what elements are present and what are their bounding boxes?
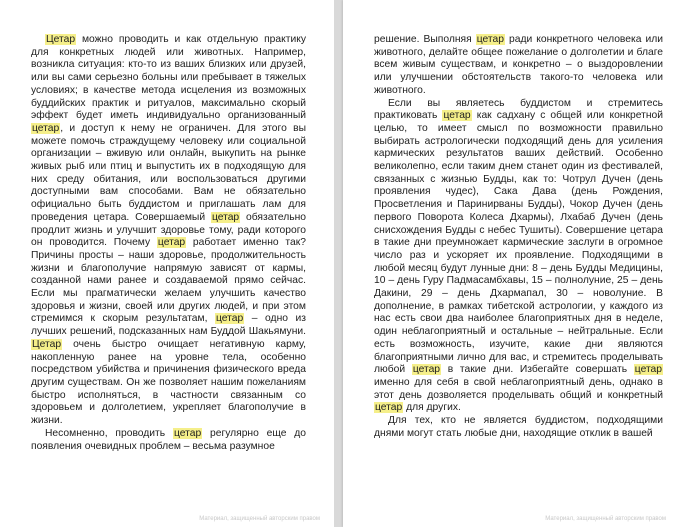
text-run: Для тех, кто не является буддистом, подходящими днями могут стать любые дни, находящие отклик в вашей	[374, 415, 663, 439]
right-page	[343, 0, 680, 527]
left-page-text	[31, 34, 306, 453]
text-run: Несомненно, проводить	[45, 427, 173, 439]
highlighted-term: цетар	[443, 110, 471, 122]
book-gutter	[334, 0, 343, 527]
paragraph	[374, 34, 663, 98]
highlighted-term: цетар	[157, 237, 186, 249]
text-run: для других.	[403, 402, 461, 414]
text-run: как садхану с общей или конкретной целью, то имеет смысл по возможности правильно выбирать астрологически подходящий день для усиления кармических результатов ваших действий. Особенно великолепно, если таким днем станет один из фестивалей, связанных с жизнью Будды, как то: Чотрул Дучен (день проявления чудес), Сака Дава (день Рождения, Просветления и Паринирваны Будды), Чокор Дучен (день первого Поворота Колеса Дхармы), Лхабаб Дучен (день снисхождения Будды с небес Тушиты). Совершение цетара в такие дни преумножает кармические заслуги в огромное число раз и ускоряет их проявление. Подходящими в любой месяц будут лунные дни: 8 – день Будды Медицины, 10 – день Гуру Падмасамбхавы, 15 – полнолуние, 25 – день Дакини, 29 – день Дхармапал, 30 – новолуние. В дополнение, в рамках тибетской астрологии, у каждого из нас есть свои два наиболее благоприятных дня в неделе, один неблагоприятный и остальные – нейтральные. Если есть возможность, изучите, какие дни являются благоприятными лично для вас, и стремитесь проделывать любой	[374, 110, 663, 376]
text-run: можно проводить и как отдельную практику для конкретных людей или животных. Например, возникла ситуация: кто-то из ваших близких или друзей, или вы сами серьезно больны или пребывает в тяжелых условиях; в качестве метода исцеления из возможных буддийских практик и ритуалов, максимально скорый эффект будет иметь индивидуально организованный	[31, 34, 306, 122]
text-run: – одно из лучших решений, подсказанных нам Буддой Шакьямуни.	[31, 313, 306, 338]
copyright-footer: Материал, защищенный авторским правом	[199, 516, 320, 522]
highlighted-term: цетар	[375, 402, 403, 414]
text-run: Если вы являетесь буддистом и стремитесь практиковать	[374, 97, 663, 122]
highlighted-term: цетар	[412, 364, 441, 376]
highlighted-term: цетар	[634, 364, 663, 376]
right-page-text	[374, 34, 663, 441]
highlighted-term: Цетар	[32, 338, 62, 350]
text-run: обязательно продлит жизнь и улучшит здоровье тому, ради которого он проводится. Почему	[31, 211, 306, 249]
left-page	[0, 0, 334, 527]
text-run: регулярно еще до появления очевидных проблем – весьма разумное	[31, 427, 307, 452]
paragraph	[31, 34, 306, 428]
text-run: именно для себя в свой неблагоприятный день, однако в этот день дозволяется проделывать общий и конкретный	[374, 376, 663, 401]
text-run: ради конкретного человека или животного, делайте общее пожелание о долголетии и благе всем живым существам, и конкретно – о выздоровлении или улучшении обстоятельств такого-то человека или животного.	[374, 34, 663, 96]
highlighted-term: цетар	[476, 34, 504, 45]
text-run: решение. Выполняя	[374, 34, 476, 45]
highlighted-term: цетар	[216, 313, 244, 325]
text-run: очень быстро очищает негативную карму, накопленную ранее на уровне тела, особенно посредством убийства и причинения физического вреда другим существам. Он же позволяет нашим пожеланиям быстро исполняться, в частности связанным со здоровьем и долголетием, укрепляет благополучие в жизни.	[31, 338, 306, 427]
text-run: в такие дни. Избегайте совершать	[441, 364, 634, 376]
highlighted-term: цетар	[173, 427, 202, 439]
highlighted-term: цетар	[32, 122, 60, 134]
text-run: работает именно так? Причины просты – наши здоровье, продолжительность жизни и благополучие напрямую зависят от кармы, созданной нами ранее и создаваемой прямо сейчас. Если мы прагматически желаем улучшить качество здоровья и жизни, своей или других людей, и при этом стремимся к скорым результатам,	[31, 237, 306, 325]
copyright-footer: Материал, защищенный авторским правом	[545, 516, 666, 522]
paragraph	[31, 428, 306, 453]
paragraph	[374, 98, 663, 416]
highlighted-term: цетар	[211, 211, 240, 223]
highlighted-term: Цетар	[46, 34, 76, 45]
paragraph	[374, 415, 663, 440]
text-run: , и доступ к нему не ограничен. Для этого вы можете помочь страждущему человеку или социальной организации – вживую или онлайн, выкупить на рынке живых рыб или птиц и выпустить их в подходящую для них среду обитания, или воспользоваться другими доступными вам способами. Вам не обязательно официально быть буддистом и приглашать лам для проведения цетара. Совершаемый	[31, 122, 306, 223]
